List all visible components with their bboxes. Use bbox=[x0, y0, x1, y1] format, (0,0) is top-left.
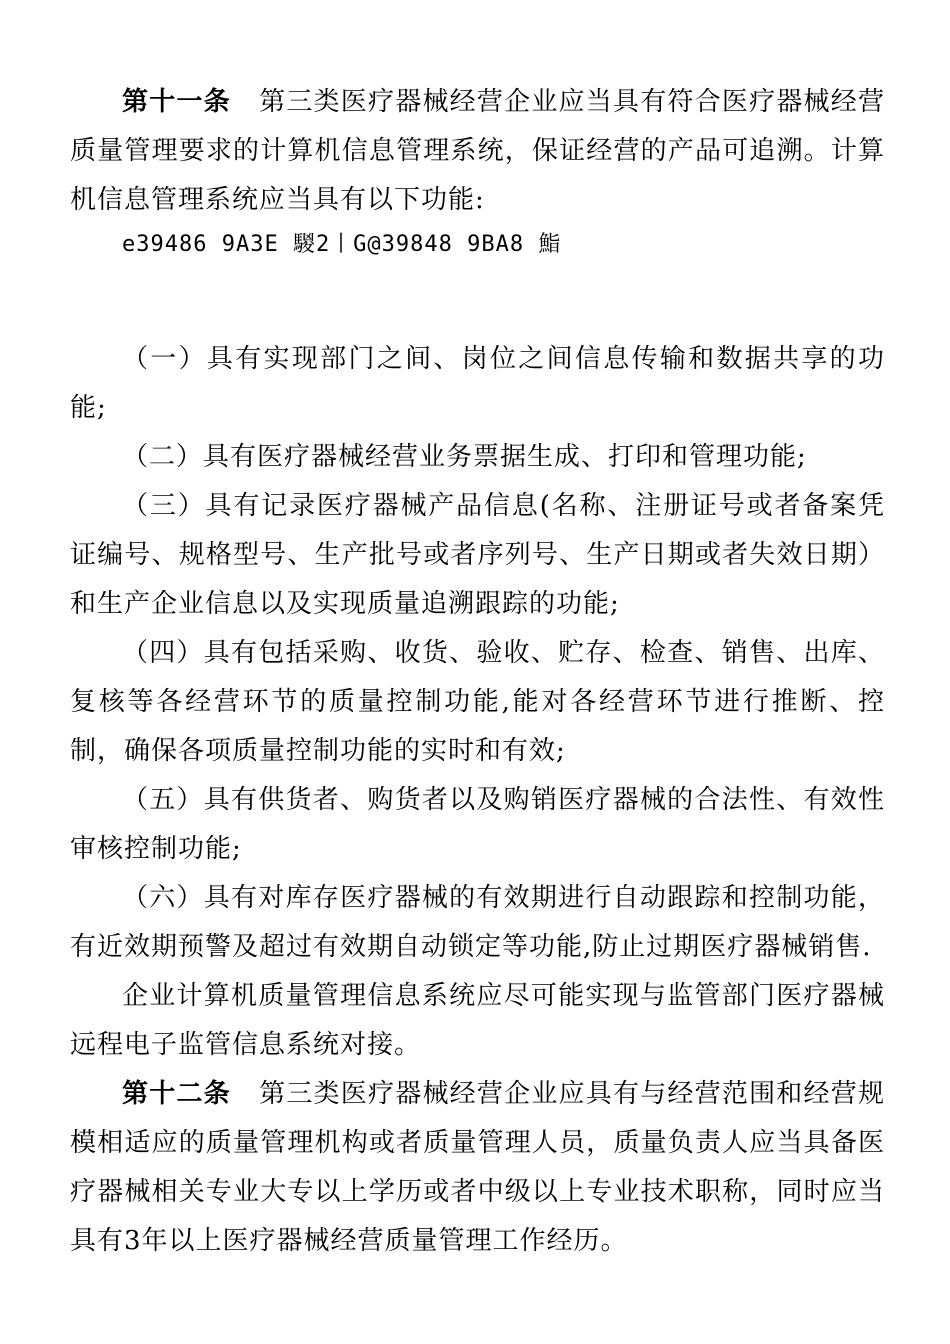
article-11-intro-text: 第三类医疗器械经营企业应当具有符合医疗器械经营质量管理要求的计算机信息管理系统，保证经营的产品可追溯。计算机信息管理系统应当具有以下功能: bbox=[70, 87, 885, 215]
spacer bbox=[70, 265, 885, 335]
garbled-text-line: e39486 9A3E 騣2丨G@39848 9BA8 鮨 bbox=[122, 232, 562, 257]
function-item-4: （四）具有包括采购、收货、验收、贮存、检查、销售、出库、复核等各经营环节的质量控制功能,能对各经营环节进行推断、控制，确保各项质量控制功能的实时和有效; bbox=[70, 638, 885, 766]
function-item-5: （五）具有供货者、购货者以及购销医疗器械的合法性、有效性审核控制功能; bbox=[70, 785, 885, 864]
function-item-1: （一）具有实现部门之间、岗位之间信息传输和数据共享的功能; bbox=[70, 344, 885, 423]
function-item-2: （二）具有医疗器械经营业务票据生成、打印和管理功能; bbox=[122, 442, 807, 472]
article-11-intro bbox=[70, 78, 885, 225]
document-page bbox=[70, 78, 885, 1266]
article-11-title: 第十一条 bbox=[122, 87, 231, 117]
article-12-body: 第三类医疗器械经营企业应具有与经营范围和经营规模相适应的质量管理机构或者质量管理人员，质量负责人应当具备医疗器械相关专业大专以上学历或者中级以上专业技术职称，同时应当具有3年以上医疗器械经营质量管理工作经历。 bbox=[70, 1079, 885, 1256]
article-11-closing: 企业计算机质量管理信息系统应尽可能实现与监管部门医疗器械远程电子监管信息系统对接。 bbox=[70, 981, 885, 1060]
function-item-6: （六）具有对库存医疗器械的有效期进行自动跟踪和控制功能，有近效期预警及超过有效期自动锁定等功能,防止过期医疗器械销售. bbox=[70, 883, 885, 962]
function-item-3: （三）具有记录医疗器械产品信息(名称、注册证号或者备案凭证编号、规格型号、生产批号或者序列号、生产日期或者失效日期）和生产企业信息以及实现质量追溯跟踪的功能; bbox=[70, 491, 885, 619]
article-12-paragraph bbox=[70, 1070, 885, 1266]
article-12-title: 第十二条 bbox=[122, 1079, 231, 1109]
